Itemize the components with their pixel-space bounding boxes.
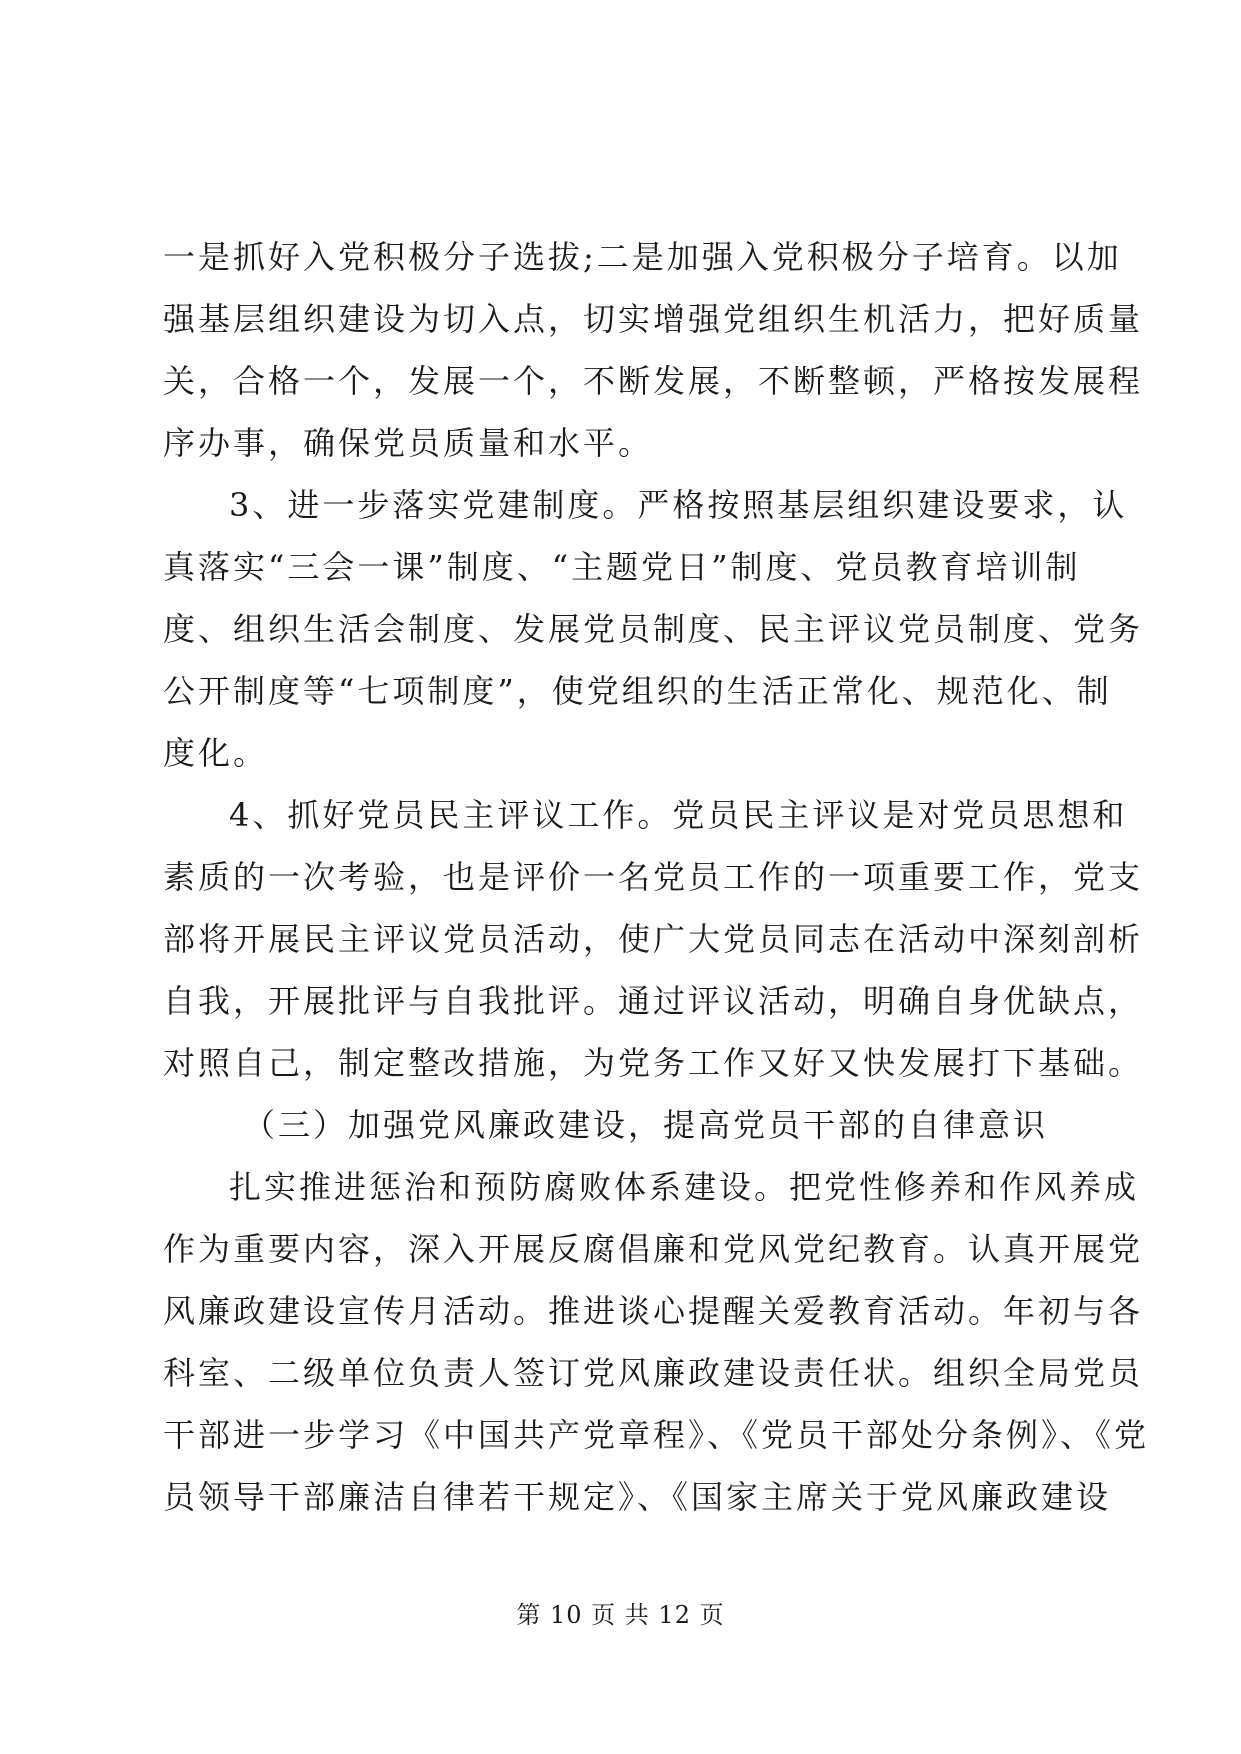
page-number-footer: 第 10 页 共 12 页 (516, 1601, 725, 1629)
body-line: 度、组织生活会制度、发展党员制度、民主评议党员制度、党务 (163, 610, 1144, 648)
body-line: 部将开展民主评议党员活动，使广大党员同志在活动中深刻剖析 (163, 920, 1144, 958)
body-line: 风廉政建设宣传月活动。推进谈心提醒关爱教育活动。年初与各 (163, 1292, 1144, 1330)
body-line: 干部进一步学习《中国共产党章程》、《党员干部处分条例》、《党 (163, 1416, 1150, 1454)
body-line: 对照自己，制定整改措施，为党务工作又好又快发展打下基础。 (163, 1044, 1144, 1082)
body-line: 自我，开展批评与自我批评。通过评议活动，明确自身优缺点， (163, 982, 1144, 1020)
body-line: 科室、二级单位负责人签订党风廉政建设责任状。组织全局党员 (163, 1354, 1144, 1392)
paragraph-start-line: 扎实推进惩治和预防腐败体系建设。把党性修养和作风养成 (229, 1168, 1140, 1206)
body-line: 真落实“三会一课”制度、“主题党日”制度、党员教育培训制 (163, 548, 1081, 586)
body-line: 素质的一次考验，也是评价一名党员工作的一项重要工作，党支 (163, 858, 1144, 896)
body-line: 作为重要内容，深入开展反腐倡廉和党风党纪教育。认真开展党 (163, 1230, 1144, 1268)
body-line: 关，合格一个，发展一个，不断发展，不断整顿，严格按发展程 (163, 362, 1144, 400)
body-line: 公开制度等“七项制度”，使党组织的生活正常化、规范化、制 (163, 672, 1112, 710)
body-line: 度化。 (163, 734, 269, 772)
body-line: 员领导干部廉洁自律若干规定》、《国家主席关于党风廉政建设 (163, 1478, 1112, 1516)
paragraph-start-line: 3、进一步落实党建制度。严格按照基层组织建设要求，认 (229, 486, 1128, 524)
paragraph-start-line: 4、抓好党员民主评议工作。党员民主评议是对党员思想和 (229, 796, 1128, 834)
body-line: 强基层组织建设为切入点，切实增强党组织生机活力，把好质量 (163, 300, 1144, 338)
document-body (163, 226, 1150, 1528)
body-line: 序办事，确保党员质量和水平。 (163, 424, 654, 462)
body-line: 一是抓好入党积极分子选拔;二是加强入党积极分子培育。以加 (163, 238, 1122, 276)
section-heading: （三）加强党风廉政建设，提高党员干部的自律意识 (243, 1106, 1049, 1144)
